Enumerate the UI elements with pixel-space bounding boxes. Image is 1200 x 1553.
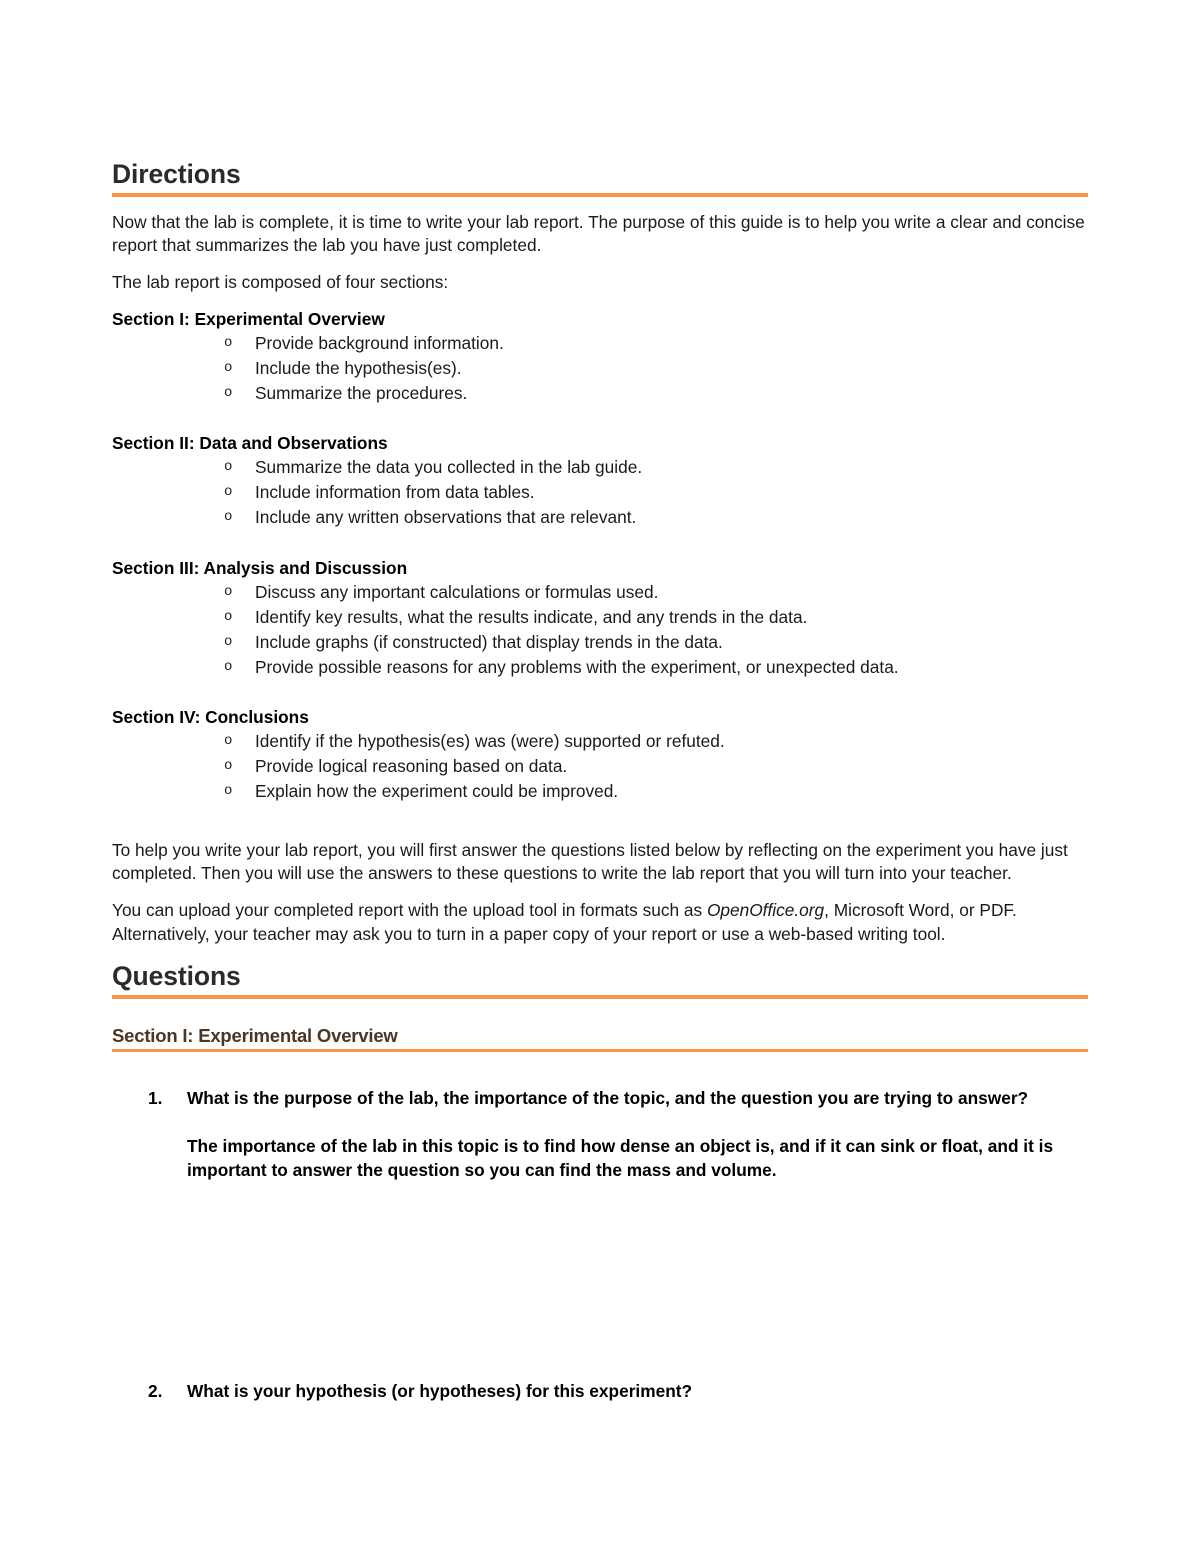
list-item xyxy=(112,455,1088,480)
list-item xyxy=(112,580,1088,605)
answer-blank-space[interactable] xyxy=(112,1183,1088,1380)
spacer xyxy=(112,406,1088,431)
bullet-o-icon: o xyxy=(224,509,233,526)
list-item-label: Summarize the data you collected in the lab guide. xyxy=(255,457,643,478)
question-text: What is your hypothesis (or hypotheses) for this experiment? xyxy=(187,1380,693,1401)
questions-list xyxy=(112,1087,1088,1403)
spacer xyxy=(112,1066,1088,1087)
list-item-label: Provide logical reasoning based on data. xyxy=(255,756,568,777)
list-item-label: Provide possible reasons for any problems with the experiment, or unexpected data. xyxy=(255,656,899,677)
list-item xyxy=(112,605,1088,630)
bullet-o-icon: o xyxy=(224,758,233,775)
list-item xyxy=(112,480,1088,505)
upload-paragraph-before: You can upload your completed report with the upload tool in formats such as xyxy=(112,899,707,920)
section-label-1: Section I: Experimental Overview xyxy=(112,308,385,329)
question-text: What is the purpose of the lab, the importance of the topic, and the question you are trying to answer? xyxy=(187,1088,1029,1109)
openoffice-mention: OpenOffice.org xyxy=(706,899,825,920)
section-label-4: Section IV: Conclusions xyxy=(112,707,309,728)
title-accent-rule xyxy=(112,193,1088,197)
list-item xyxy=(112,655,1088,680)
section-label-2: Section II: Data and Observations xyxy=(112,433,388,454)
upload-paragraph xyxy=(112,899,1088,946)
intro-paragraph: Now that the lab is complete, it is time to write your lab report. The purpose of this guide is to help you write a clear and concise report that summarizes the lab you have just completed. xyxy=(112,211,1085,256)
document-content xyxy=(112,160,1088,1404)
bullet-o-icon: o xyxy=(224,783,233,800)
list-item xyxy=(112,779,1088,804)
subheading-accent-rule xyxy=(112,1049,1088,1052)
bullet-o-icon: o xyxy=(224,733,233,750)
bullet-o-icon: o xyxy=(224,359,233,376)
answer-text[interactable]: The importance of the lab in this topic is to find how dense an object is, and if it can sink or float, and it is important to answer the question so you can find the mass and volume. xyxy=(187,1136,1054,1180)
list-item xyxy=(112,381,1088,406)
list-item xyxy=(112,331,1088,356)
question-number: 2. xyxy=(148,1380,163,1401)
bullet-o-icon: o xyxy=(224,484,233,501)
list-item-label: Include information from data tables. xyxy=(255,482,535,503)
bullet-o-icon: o xyxy=(224,608,233,625)
list-item-label: Identify if the hypothesis(es) was (were) supported or refuted. xyxy=(255,731,725,752)
section-bullets-3 xyxy=(112,580,1088,680)
bullet-o-icon: o xyxy=(224,583,233,600)
section-bullets-2 xyxy=(112,455,1088,530)
section-bullets-1 xyxy=(112,331,1088,406)
list-item-label: Identify key results, what the results indicate, and any trends in the data. xyxy=(255,606,808,627)
list-item-label: Discuss any important calculations or formulas used. xyxy=(255,581,659,602)
bullet-o-icon: o xyxy=(224,459,233,476)
list-item xyxy=(112,729,1088,754)
list-item xyxy=(112,505,1088,530)
spacer xyxy=(112,531,1088,556)
bullet-o-icon: o xyxy=(224,334,233,351)
bullet-o-icon: o xyxy=(224,633,233,650)
question-item-1 xyxy=(112,1087,1088,1183)
bullet-o-icon: o xyxy=(224,658,233,675)
list-item-label: Provide background information. xyxy=(255,332,504,353)
question-item-2 xyxy=(112,1380,1088,1404)
list-item-label: Include any written observations that are relevant. xyxy=(255,507,637,528)
section-label-3: Section III: Analysis and Discussion xyxy=(112,557,408,578)
list-item xyxy=(112,754,1088,779)
questions-heading: Questions xyxy=(112,961,241,992)
bullet-o-icon: o xyxy=(224,385,233,402)
composition-line: The lab report is composed of four sections: xyxy=(112,271,449,292)
page-title: Directions xyxy=(112,159,241,189)
spacer xyxy=(112,680,1088,705)
closing-paragraph: To help you write your lab report, you will first answer the questions listed below by reflecting on the experiment you have just completed. Then you will use the answers to these questions to write the lab report that you will turn into your teacher. xyxy=(112,839,1068,884)
upload-paragraph-after: , Microsoft Word, or PDF. Alternatively, your teacher may ask you to turn in a paper copy of your report or use a web-based writing tool. xyxy=(112,899,1017,944)
list-item xyxy=(112,356,1088,381)
spacer xyxy=(112,1013,1088,1026)
list-item-label: Explain how the experiment could be improved. xyxy=(255,781,619,802)
list-item xyxy=(112,630,1088,655)
list-item-label: Include the hypothesis(es). xyxy=(255,357,462,378)
questions-accent-rule xyxy=(112,995,1088,999)
question-number: 1. xyxy=(148,1088,163,1109)
spacer xyxy=(112,805,1088,839)
section-bullets-4 xyxy=(112,729,1088,804)
list-item-label: Summarize the procedures. xyxy=(255,383,468,404)
questions-subheading: Section I: Experimental Overview xyxy=(112,1024,398,1046)
list-item-label: Include graphs (if constructed) that display trends in the data. xyxy=(255,631,723,652)
